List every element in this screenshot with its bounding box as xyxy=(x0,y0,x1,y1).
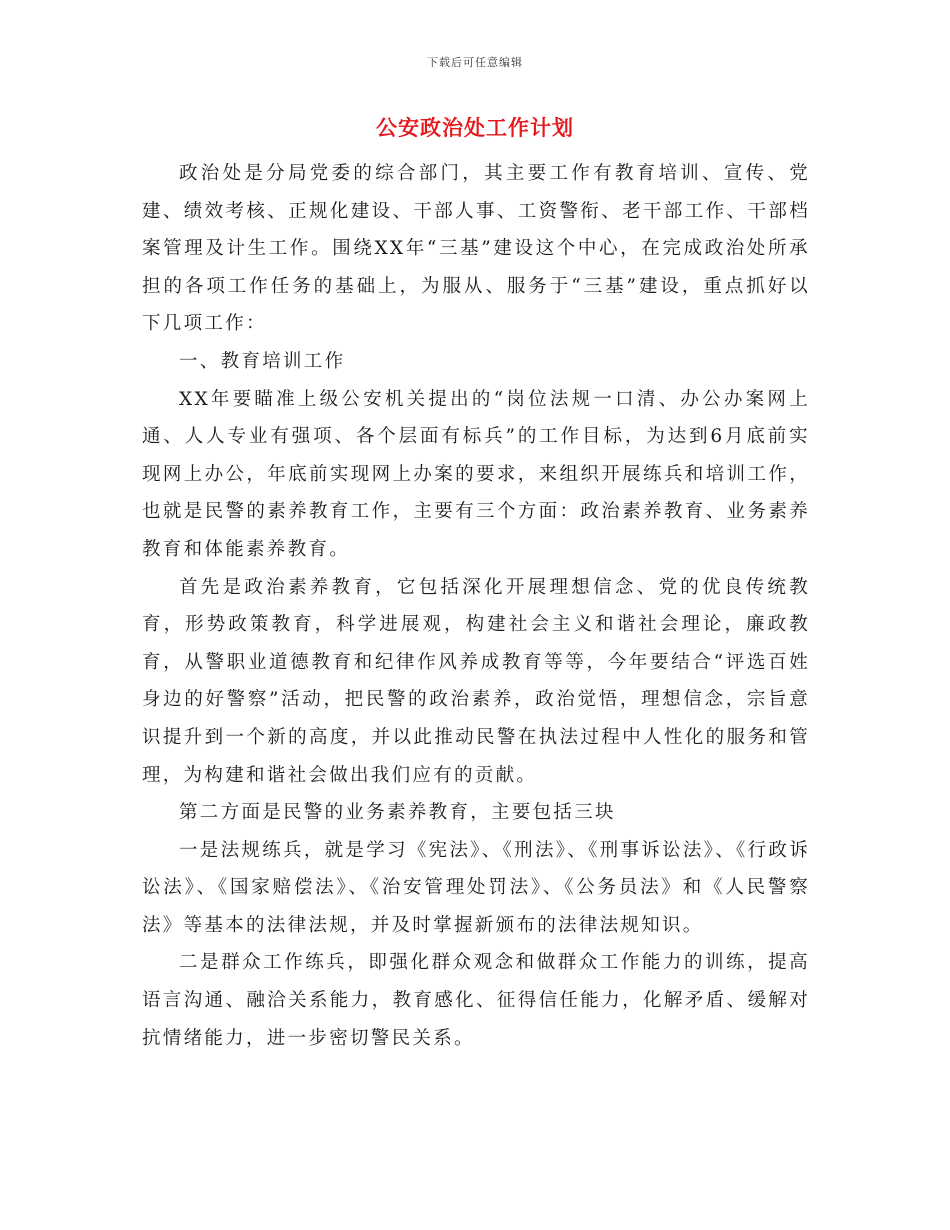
document-title: 公安政治处工作计划 xyxy=(376,115,574,140)
paragraph-law-training: 一是法规练兵，就是学习《宪法》、《刑法》、《刑事诉讼法》、《行政诉讼法》、《国家赔偿法》、《治安管理处罚法》、《公务员法》和《人民警察法》等基本的法律法规，并及时掌握新颁布的法律法规知识。 xyxy=(142,839,810,936)
paragraph-business-education: 第二方面是民警的业务素养教育，主要包括三块 xyxy=(179,802,616,824)
paragraph-intro: 政治处是分局党委的综合部门，其主要工作有教育培训、宣传、党建、绩效考核、正规化建设、干部人事、工资警衔、老干部工作、干部档案管理及计生工作。围绕XX年“三基”建设这个中心，在完成政治处所承担的各项工作任务的基础上，为服从、服务于“三基”建设，重点抓好以下几项工作： xyxy=(142,163,810,335)
document-body xyxy=(142,155,810,1057)
section-heading-education: 一、教育培训工作 xyxy=(179,350,346,372)
page-header-note: 下载后可任意编辑 xyxy=(427,56,523,69)
paragraph-education-goal: XX年要瞄准上级公安机关提出的“岗位法规一口清、办公办案网上通、人人专业有强项、各个层面有标兵”的工作目标，为达到6月底前实现网上办公，年底前实现网上办案的要求，来组织开展练兵和培训工作，也就是民警的素养教育工作，主要有三个方面：政治素养教育、业务素养教育和体能素养教育。 xyxy=(142,388,810,560)
paragraph-political-education: 首先是政治素养教育，它包括深化开展理想信念、党的优良传统教育，形势政策教育，科学进展观，构建社会主义和谐社会理论，廉政教育，从警职业道德教育和纪律作风养成教育等等，今年要结合“评选百姓身边的好警察”活动，把民警的政治素养，政治觉悟，理想信念，宗旨意识提升到一个新的高度，并以此推动民警在执法过程中人性化的服务和管理，为构建和谐社会做出我们应有的贡献。 xyxy=(142,576,810,786)
paragraph-mass-work-training: 二是群众工作练兵，即强化群众观念和做群众工作能力的训练，提高语言沟通、融洽关系能力，教育感化、征得信任能力，化解矛盾、缓解对抗情绪能力，进一步密切警民关系。 xyxy=(142,952,810,1049)
